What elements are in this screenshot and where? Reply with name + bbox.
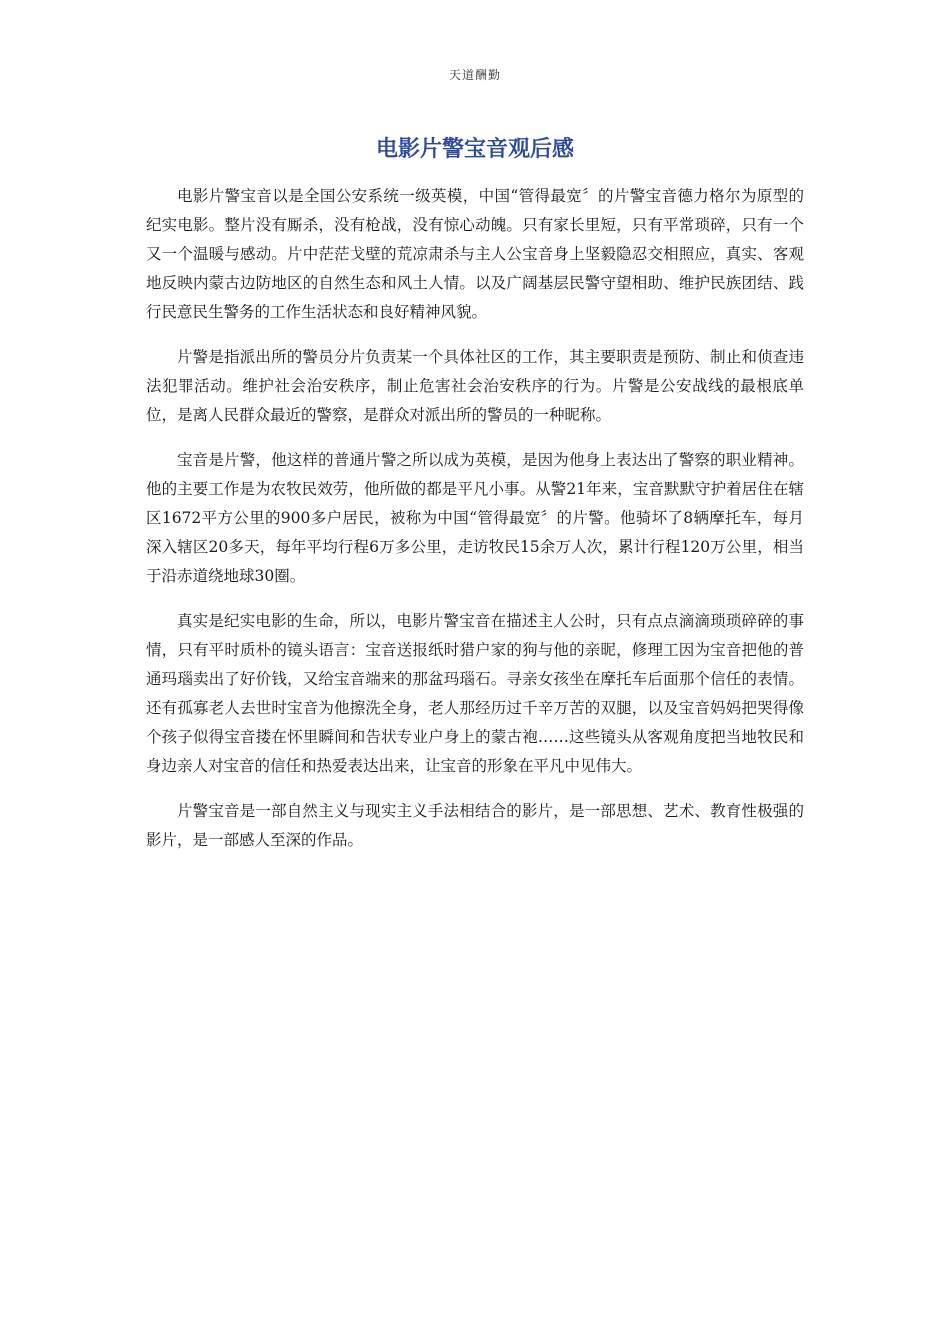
paragraph-3: 宝音是片警，他这样的普通片警之所以成为英模，是因为他身上表达出了警察的职业精神。他的主要工作是为农牧民效劳，他所做的都是平凡小事。从警21年来，宝音默默守护着居住在辖区1672平方公里的900多户居民，被称为中国“管得最宽〞的片警。他骑坏了8辆摩托车，每月深入辖区20多天，每年平均行程6万多公里，走访牧民15余万人次，累计行程120万公里，相当于沿赤道绕地球30圈。 (146, 451, 804, 585)
document-title: 电影片警宝音观后感 (375, 137, 574, 162)
document-body (146, 182, 804, 871)
paragraph-5: 片警宝音是一部自然主义与现实主义手法相结合的影片，是一部思想、艺术、教育性极强的影片，是一部感人至深的作品。 (146, 802, 804, 849)
paragraph-1: 电影片警宝音以是全国公安系统一级英模，中国“管得最宽〞的片警宝音德力格尔为原型的纪实电影。整片没有厮杀，没有枪战，没有惊心动魄。只有家长里短，只有平常琐碎，只有一个又一个温暖与感动。片中茫茫戈壁的荒凉肃杀与主人公宝音身上坚毅隐忍交相照应，真实、客观地反映内蒙古边防地区的自然生态和风土人情。以及广阔基层民警守望相助、维护民族团结、践行民意民生警务的工作生活状态和良好精神风貌。 (146, 187, 804, 321)
paragraph-4: 真实是纪实电影的生命，所以，电影片警宝音在描述主人公时，只有点点滴滴琐琐碎碎的事情，只有平时质朴的镜头语言：宝音送报纸时猎户家的狗与他的亲昵，修理工因为宝音把他的普通玛瑙卖出了好价钱，又给宝音端来的那盆玛瑙石。寻亲女孩坐在摩托车后面那个信任的表情。还有孤寡老人去世时宝音为他擦洗全身，老人那经历过千辛万苦的双腿，以及宝音妈妈把哭得像个孩子似得宝音搂在怀里瞬间和告状专业户身上的蒙古袍……这些镜头从客观角度把当地牧民和身边亲人对宝音的信任和热爱表达出来，让宝音的形象在平凡中见伟大。 (146, 612, 804, 775)
paragraph-2: 片警是指派出所的警员分片负责某一个具体社区的工作，其主要职责是预防、制止和侦查违法犯罪活动。维护社会治安秩序，制止危害社会治安秩序的行为。片警是公安战线的最根底单位，是离人民群众最近的警察，是群众对派出所的警员的一种昵称。 (146, 348, 804, 424)
page-header: 天道酬勤 (448, 68, 501, 82)
